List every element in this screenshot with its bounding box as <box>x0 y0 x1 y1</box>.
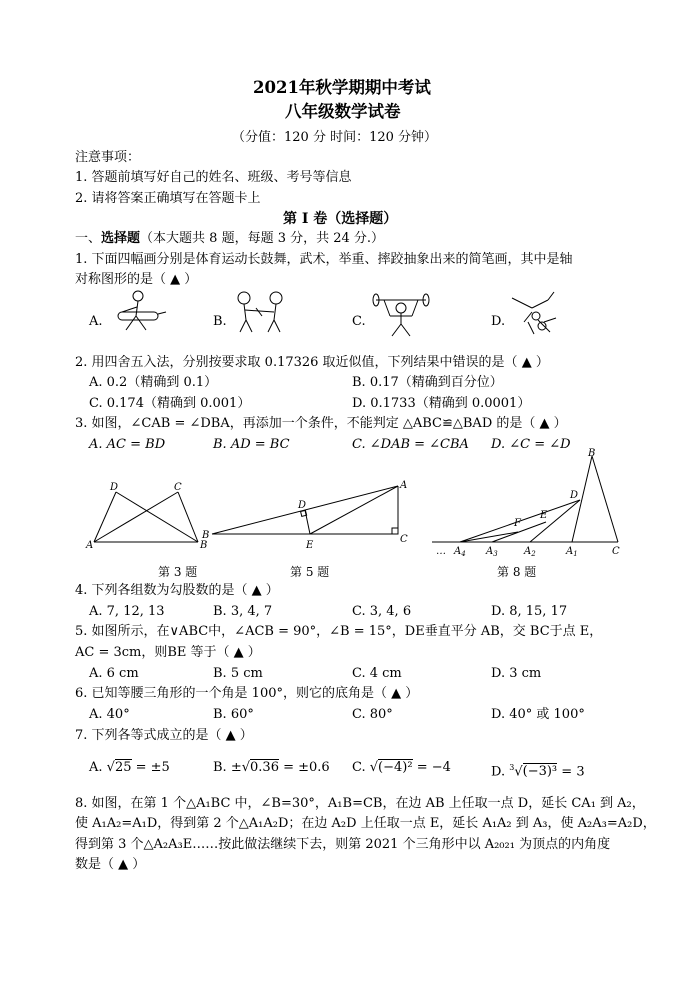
q1-option-d: D. <box>491 314 506 329</box>
radical-icon: √ <box>106 760 115 775</box>
fig8-label-b: B <box>588 448 596 459</box>
q5-line1: 5. 如图所示，在∨ABC中，∠ACB = 90°，∠B = 15°，DE垂直平分 AB，交 BC于点 E， <box>75 624 603 639</box>
stick-figure-drum-dance <box>108 290 168 335</box>
q5-option-c: C. 4 cm <box>352 666 402 681</box>
q7-c-suffix: = −4 <box>412 760 451 775</box>
notes-item-1: 1. 答题前填写好自己的姓名、班级、考号等信息 <box>75 170 352 185</box>
q5-option-a: A. 6 cm <box>89 666 139 681</box>
q7-stem: 7. 下列各等式成立的是（ ▲ ） <box>75 728 253 743</box>
fig3-label-c: C <box>174 482 182 493</box>
q7-c-radicand: (−4)² <box>378 760 413 775</box>
q3-option-a: A. AC = BD <box>89 437 166 452</box>
q6-option-d: D. 40° 或 100° <box>491 707 585 722</box>
exam-subtitle: 八年级数学试卷 <box>285 102 401 121</box>
section-title: 第 I 卷（选择题） <box>283 211 398 227</box>
q6-stem: 6. 已知等腰三角形的一个角是 100°，则它的底角是（ ▲ ） <box>75 686 419 701</box>
q7-option-d <box>491 759 585 781</box>
radical-icon: √ <box>369 760 379 775</box>
q7-d-suffix: = 3 <box>557 764 585 780</box>
q7-b-suffix: = ±0.6 <box>278 760 330 775</box>
q5-option-b: B. 5 cm <box>213 666 263 681</box>
q7-d-index: 3 <box>509 763 515 772</box>
q3-option-b: B. AD = BC <box>213 437 290 452</box>
fig8-label-e: E <box>540 510 548 521</box>
fig5-label-d: D <box>298 500 307 511</box>
fig8-label-f: F <box>514 518 521 529</box>
q7-a-radicand: 25 <box>114 760 132 775</box>
q8-line3: 得到第 3 个△A₂A₃E……按此做法继续下去，则第 2021 个三角形中以 A₂₀₂₁ 为顶点的内角度 <box>75 837 611 852</box>
q4-option-d: D. 8, 15, 17 <box>491 604 568 619</box>
q7-d-prefix: D. <box>491 764 510 780</box>
q2-stem: 2. 用四舍五入法，分别按要求取 0.17326 取近似值，下列结果中错误的是（ ▲ ） <box>75 355 549 370</box>
notes-item-2: 2. 请将答案正确填写在答题卡上 <box>75 191 261 206</box>
q3-option-c: C. ∠DAB = ∠CBA <box>352 437 469 452</box>
fig5-label-b: B <box>202 530 210 541</box>
q7-a-suffix: = ±5 <box>131 760 170 775</box>
radical-icon: √ <box>241 760 251 775</box>
fig3-label-d: D <box>110 482 119 493</box>
exam-title: 2021年秋学期期中考试 <box>253 78 431 97</box>
q2-option-a: A. 0.2（精确到 0.1） <box>89 375 218 390</box>
caption-q8: 第 8 题 <box>497 565 537 579</box>
fig8-label-a1: $A_1$ <box>566 546 578 558</box>
figure-q3 <box>86 480 206 552</box>
fig8-label-a3: $A_3$ <box>486 546 498 558</box>
q7-c-prefix: C. <box>352 760 370 775</box>
q7-b-radicand: 0.36 <box>250 760 279 775</box>
q7-option-c <box>352 759 451 777</box>
fig3-label-b: B <box>200 540 208 551</box>
q1-line1: 1. 下面四幅画分别是体育运动长鼓舞，武术，举重、摔跤抽象出来的简笔画，其中是轴 <box>75 252 573 267</box>
q4-option-c: C. 3, 4, 6 <box>352 604 412 619</box>
q4-stem: 4. 下列各组数为勾股数的是（ ▲ ） <box>75 583 279 598</box>
q2-option-d: D. 0.1733（精确到 0.0001） <box>352 396 531 411</box>
stick-figure-weightlifting <box>370 290 432 338</box>
q6-option-b: B. 60° <box>213 707 254 722</box>
radical-icon: √ <box>514 764 523 780</box>
q4-option-a: A. 7, 12, 13 <box>89 604 165 619</box>
fig5-label-a: A <box>400 480 408 491</box>
q7-option-a <box>89 759 170 777</box>
q7-a-prefix: A. <box>89 760 107 775</box>
q8-line4: 数是（ ▲ ） <box>75 857 146 872</box>
stick-figure-wrestling <box>510 290 562 338</box>
q8-line1: 8. 如图，在第 1 个△A₁BC 中，∠B=30°，A₁B=CB，在边 AB 上任取一点 D，延长 CA₁ 到 A₂， <box>75 796 645 811</box>
q7-option-b <box>213 759 330 777</box>
q5-line2: AC = 3cm，则BE 等于（ ▲ ） <box>75 645 261 660</box>
fig8-label-a4: $A_4$ <box>454 546 466 558</box>
exam-meta: （分值：120 分 时间：120 分钟） <box>232 130 438 145</box>
q6-option-a: A. 40° <box>89 707 130 722</box>
fig8-label-c: C <box>612 546 620 557</box>
q2-option-b: B. 0.17（精确到百分位） <box>352 375 503 390</box>
q7-d-radicand: (−3)³ <box>522 764 558 780</box>
section-heading <box>75 230 384 248</box>
fig8-label-dots: … <box>436 546 446 557</box>
q2-option-c: C. 0.174（精确到 0.001） <box>89 396 251 411</box>
q1-option-c: C. <box>352 314 366 329</box>
q5-option-d: D. 3 cm <box>491 666 542 681</box>
section-heading-prefix: 一、 <box>75 231 102 246</box>
q1-option-a: A. <box>89 314 103 329</box>
q7-b-prefix: B. ± <box>213 760 242 775</box>
q3-option-d: D. ∠C = ∠D <box>491 437 571 452</box>
q6-option-c: C. 80° <box>352 707 393 722</box>
fig5-label-c: C <box>400 534 408 545</box>
caption-q5: 第 5 题 <box>290 565 330 579</box>
figure-q5 <box>200 478 410 550</box>
section-heading-bold: 选择题 <box>101 231 141 246</box>
q1-line2: 对称图形的是（ ▲ ） <box>75 272 198 287</box>
q8-line2: 使 A₁A₂=A₁D，得到第 2 个△A₁A₂D；在边 A₂D 上任取一点 E，延长 A₁A₂ 到 A₃，使 A₂A₃=A₂D， <box>75 816 656 831</box>
figure-q8 <box>430 448 630 558</box>
q1-option-b: B. <box>213 314 227 329</box>
fig8-label-d: D <box>570 490 579 501</box>
fig3-label-a: A <box>86 540 94 551</box>
notes-heading: 注意事项： <box>75 150 141 165</box>
stick-figure-martial-arts <box>232 290 288 336</box>
fig8-label-a2: $A_2$ <box>524 546 536 558</box>
section-heading-rest: （本大题共 8 题，每题 3 分，共 24 分.） <box>140 231 385 246</box>
fig5-label-e: E <box>306 540 314 551</box>
q4-option-b: B. 3, 4, 7 <box>213 604 273 619</box>
caption-q3: 第 3 题 <box>158 565 198 579</box>
q3-stem: 3. 如图，∠CAB = ∠DBA，再添加一个条件，不能判定 △ABC≌△BAD 的是（ ▲ ） <box>75 416 567 431</box>
